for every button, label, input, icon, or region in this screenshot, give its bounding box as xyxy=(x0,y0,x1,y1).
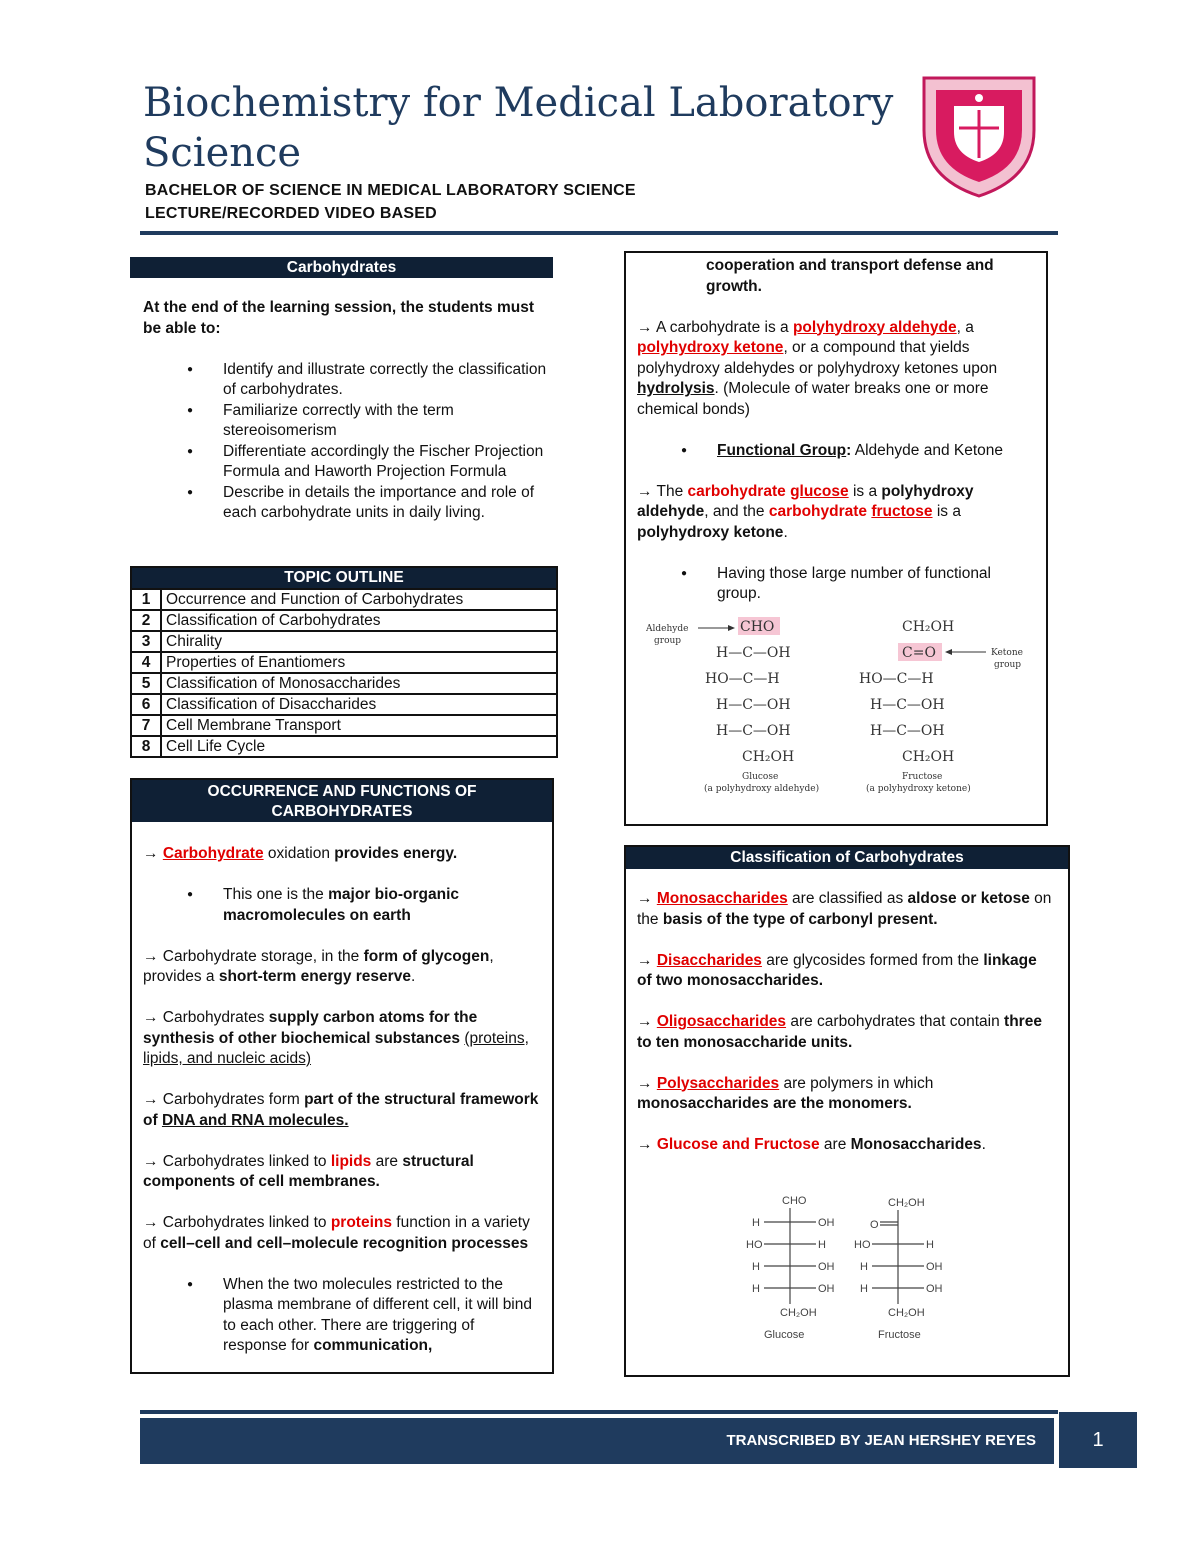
text-bold: provides energy. xyxy=(334,845,458,862)
proteins-paragraph xyxy=(143,1213,540,1254)
fructose-caption: Fructose xyxy=(878,1329,921,1341)
fructose-carbon: H—C—OH xyxy=(870,697,945,713)
topic-outline-heading: TOPIC OUTLINE xyxy=(131,567,557,589)
objective-item: ● Familiarize correctly with the term stereoisomerism xyxy=(143,401,553,442)
oh-group: OH xyxy=(818,1261,835,1273)
objective-item: ● Differentiate accordingly the Fischer Projection Formula and Haworth Projection Formula xyxy=(143,442,553,483)
topic-number: 7 xyxy=(131,715,161,736)
glucose-fructose-structure-diagram xyxy=(646,615,1036,805)
carbonyl-group: C=O xyxy=(902,645,936,661)
table-row xyxy=(131,631,557,652)
term-polyhydroxy-ketone: polyhydroxy ketone xyxy=(637,339,784,356)
arrow-icon: → xyxy=(637,318,653,336)
text-bold: part of the structural framework of xyxy=(143,1091,539,1129)
classification-heading: Classification of Carbohydrates xyxy=(626,847,1068,869)
h-atom: H xyxy=(860,1261,868,1273)
oh-group: OH xyxy=(926,1261,943,1273)
ketone-group-label: Ketone xyxy=(991,648,1023,658)
glucose-caption: Glucose xyxy=(764,1329,805,1341)
carbon-paragraph xyxy=(143,1008,540,1070)
text-bold: structural components of cell membranes. xyxy=(143,1152,474,1190)
text-bold: polyhydroxy aldehyde xyxy=(637,482,974,520)
term-disaccharides: Disaccharides xyxy=(656,951,762,969)
aldehyde-group-label: group xyxy=(654,636,682,646)
text-bold: short-term energy reserve xyxy=(218,968,411,985)
o-atom: O xyxy=(870,1219,879,1231)
title-line-1: Biochemistry for Medical Laboratory xyxy=(143,80,894,126)
text-bold: : xyxy=(846,441,852,459)
ho-group: HO xyxy=(854,1239,871,1251)
table-row xyxy=(131,589,557,610)
table-row xyxy=(131,736,557,757)
table-row xyxy=(131,694,557,715)
continued-text xyxy=(637,256,1034,297)
arrow-icon: → xyxy=(637,951,653,969)
arrow-icon: → xyxy=(637,1013,653,1030)
definition-content xyxy=(626,253,1046,605)
term-proteins: proteins xyxy=(330,1214,392,1231)
term-polysaccharides: Polysaccharides xyxy=(656,1074,780,1092)
term-monosaccharides: Monosaccharides xyxy=(656,890,788,907)
topic-title: Occurrence and Function of Carbohydrates xyxy=(161,589,557,610)
ch2oh-group: CH₂OH xyxy=(742,749,795,765)
topic-number: 5 xyxy=(131,673,161,694)
classification-content xyxy=(626,869,1068,1156)
occurrence-heading-line: CARBOHYDRATES xyxy=(271,803,413,820)
occurrence-content xyxy=(132,822,552,1357)
term-polyhydroxy-aldehyde: polyhydroxy aldehyde xyxy=(792,318,957,336)
aldehyde-group-label: Aldehyde xyxy=(646,624,689,634)
text-bold: cell–cell and cell–molecule recognition processes xyxy=(160,1234,529,1252)
term-carbohydrate: Carbohydrate xyxy=(162,845,264,862)
table-row xyxy=(131,610,557,631)
title-line-2: Science xyxy=(143,130,302,176)
text: are polymers in which xyxy=(779,1074,934,1092)
text-bold: polyhydroxy ketone xyxy=(637,523,784,541)
arrow-icon: → xyxy=(143,845,159,862)
term-oligosaccharides: Oligosaccharides xyxy=(656,1013,787,1030)
list-item xyxy=(637,441,1034,462)
arrow-icon: → xyxy=(637,1136,653,1153)
text: on the xyxy=(637,890,1052,928)
arrow-icon: → xyxy=(143,1152,159,1170)
ch2oh-group: CH₂OH xyxy=(780,1307,817,1319)
term-hydrolysis: hydrolysis xyxy=(637,380,715,397)
glucose-carbon: H—C—OH xyxy=(716,697,791,713)
text: Aldehyde and Ketone xyxy=(851,441,1004,459)
text: are xyxy=(819,1136,851,1153)
text-bold: major bio-organic macromolecules on earth xyxy=(223,886,460,924)
table-row xyxy=(131,652,557,673)
occurrence-heading xyxy=(132,780,552,822)
glucose-fructose-paragraph xyxy=(637,482,1034,544)
energy-paragraph xyxy=(143,844,540,865)
text: Carbohydrates linked to xyxy=(158,1214,331,1231)
fructose-caption: (a polyhydroxy ketone) xyxy=(866,784,971,794)
text-bold: aldose or xyxy=(907,890,977,907)
text: . xyxy=(410,968,416,985)
term-carbohydrate: carbohydrate xyxy=(768,503,872,520)
cho-group: CHO xyxy=(782,1195,807,1207)
text: . xyxy=(981,1136,986,1153)
text: is a xyxy=(932,503,961,520)
h-atom: H xyxy=(860,1283,868,1295)
occurrence-heading-line: OCCURRENCE AND FUNCTIONS OF xyxy=(207,783,477,800)
text: are glycosides formed from the xyxy=(761,951,984,969)
objective-item: ● Identify and illustrate correctly the classification of carbohydrates. xyxy=(143,360,553,401)
oh-group: OH xyxy=(818,1283,835,1295)
list-item xyxy=(143,885,540,926)
term-fructose: fructose xyxy=(871,503,933,520)
ch2oh-group: CH₂OH xyxy=(888,1307,925,1319)
table-row xyxy=(131,715,557,736)
text-bold: Monosaccharides xyxy=(850,1136,982,1153)
text-bold: supply carbon atoms for the synthesis of other biochemical substances xyxy=(143,1009,478,1047)
glucose-caption: (a polyhydroxy aldehyde) xyxy=(704,784,820,794)
text-underlined: (proteins, lipids, and nucleic acids) xyxy=(143,1029,529,1067)
topic-number: 3 xyxy=(131,631,161,652)
topic-number: 6 xyxy=(131,694,161,715)
topic-number: 4 xyxy=(131,652,161,673)
topic-title: Cell Membrane Transport xyxy=(161,715,557,736)
fischer-projection-diagram xyxy=(746,1192,966,1342)
h-atom: H xyxy=(752,1217,760,1229)
header-divider xyxy=(140,231,1058,235)
fructose-carbon: HO—C—H xyxy=(859,671,934,687)
arrow-icon: → xyxy=(143,1091,159,1108)
polysaccharides-paragraph xyxy=(637,1074,1054,1115)
ch2oh-group: CH₂OH xyxy=(902,619,955,635)
arrow-icon: → xyxy=(143,947,159,965)
disaccharides-paragraph xyxy=(637,951,1054,992)
arrow-icon: → xyxy=(143,1214,159,1231)
text-bold: monosaccharides are the monomers. xyxy=(637,1095,912,1112)
text: , or a compound that yields polyhydroxy aldehydes or polyhydroxy ketones upon xyxy=(637,339,998,377)
ho-group: HO xyxy=(746,1239,763,1251)
text: Carbohydrate storage, in the xyxy=(158,947,364,965)
occurrence-functions-box xyxy=(130,778,554,1374)
term-lipids: lipids xyxy=(330,1152,372,1170)
text-bold: cooperation and transport defense and growth. xyxy=(706,257,994,295)
ch2oh-group: CH₂OH xyxy=(902,749,955,765)
definition-paragraph xyxy=(637,318,1034,421)
h-atom: H xyxy=(752,1261,760,1273)
text: Carbohydrates linked to xyxy=(158,1152,331,1170)
page-number: 1 xyxy=(1059,1412,1137,1468)
arrow-icon: → xyxy=(637,890,653,907)
lipids-paragraph xyxy=(143,1152,540,1193)
text: function in a variety of xyxy=(143,1214,530,1252)
arrow-icon: → xyxy=(143,1009,159,1026)
topic-title: Properties of Enantiomers xyxy=(161,652,557,673)
text-bold: three to ten monosaccharide units. xyxy=(637,1013,1042,1051)
topic-title: Cell Life Cycle xyxy=(161,736,557,757)
topic-title: Classification of Disaccharides xyxy=(161,694,557,715)
term-carbohydrate: carbohydrate xyxy=(687,482,791,500)
cho-group: CHO xyxy=(740,619,775,635)
topic-number: 1 xyxy=(131,589,161,610)
text-bold: basis of the type of carbonyl present. xyxy=(662,910,938,928)
objectives-section xyxy=(143,298,553,524)
h-atom: H xyxy=(752,1283,760,1295)
delivery-mode: LECTURE/RECORDED VIDEO BASED xyxy=(145,205,437,222)
text: This one is the xyxy=(223,886,329,903)
text: , a xyxy=(956,318,974,336)
topic-number: 2 xyxy=(131,610,161,631)
topic-number: 8 xyxy=(131,736,161,757)
table-row xyxy=(131,673,557,694)
footer-divider xyxy=(140,1410,1058,1414)
structural-paragraph xyxy=(143,1090,540,1131)
text: , provides a xyxy=(143,947,494,985)
footer-credit: TRANSCRIBED BY JEAN HERSHEY REYES xyxy=(140,1418,1054,1464)
oh-group: OH xyxy=(818,1217,835,1229)
list-item xyxy=(143,1275,540,1357)
text: are classified as xyxy=(787,890,908,907)
topic-title: Chirality xyxy=(161,631,557,652)
oh-group: OH xyxy=(926,1283,943,1295)
text: Carbohydrates xyxy=(158,1009,269,1026)
text: are carbohydrates that contain xyxy=(786,1013,1005,1030)
storage-paragraph xyxy=(143,947,540,988)
arrow-icon: → xyxy=(637,482,653,500)
text: Carbohydrates form xyxy=(158,1091,305,1108)
monosaccharides-paragraph xyxy=(637,889,1054,930)
objective-item: ● Describe in details the importance and role of each carbohydrate units in daily living. xyxy=(143,483,553,524)
text: When the two molecules restricted to the plasma membrane of different cell, it will bind to each other. There are triggering of response for xyxy=(223,1275,532,1354)
fructose-caption: Fructose xyxy=(902,772,943,782)
classification-box xyxy=(624,845,1070,1377)
h-atom: H xyxy=(818,1239,826,1251)
text: , and the xyxy=(704,503,769,520)
university-seal-logo xyxy=(914,70,1044,200)
program-name: BACHELOR OF SCIENCE IN MEDICAL LABORATORY SCIENCE xyxy=(145,182,636,199)
text-bold: form of glycogen xyxy=(363,947,490,965)
text-bold: communication, xyxy=(313,1337,433,1354)
functional-group-label: Functional Group xyxy=(717,441,847,459)
topic-title: Classification of Carbohydrates xyxy=(161,610,557,631)
topic-title: Classification of Monosaccharides xyxy=(161,673,557,694)
term-glucose: glucose xyxy=(790,482,849,500)
term-glucose-fructose: Glucose and Fructose xyxy=(656,1136,820,1153)
glucose-carbon: H—C—OH xyxy=(716,723,791,739)
text: is a xyxy=(848,482,882,500)
h-atom: H xyxy=(926,1239,934,1251)
text-bold: linkage of two monosaccharides. xyxy=(637,951,1037,989)
glucose-fructose-summary xyxy=(637,1135,1054,1156)
text: The xyxy=(652,482,688,500)
carbohydrate-definition-box xyxy=(624,251,1048,826)
text: oxidation xyxy=(263,845,335,862)
arrow-icon: → xyxy=(637,1074,653,1092)
glucose-carbon: HO—C—H xyxy=(705,671,780,687)
glucose-carbon: H—C—OH xyxy=(716,645,791,661)
text: . xyxy=(783,523,788,541)
carbohydrates-heading: Carbohydrates xyxy=(130,257,553,278)
ketone-group-label: group xyxy=(994,660,1022,670)
oligosaccharides-paragraph xyxy=(637,1012,1054,1053)
text-bold-underlined: DNA and RNA molecules. xyxy=(161,1111,349,1129)
glucose-caption: Glucose xyxy=(742,772,779,782)
ch2oh-group: CH₂OH xyxy=(888,1197,925,1209)
objectives-intro: At the end of the learning session, the students must be able to: xyxy=(143,299,534,337)
topic-outline-table xyxy=(130,566,558,758)
fructose-carbon: H—C—OH xyxy=(870,723,945,739)
text: A carbohydrate is a xyxy=(652,318,793,336)
text-bold: ketose xyxy=(980,890,1030,907)
text: are xyxy=(371,1152,403,1170)
document-title xyxy=(143,78,903,178)
text: . (Molecule of water breaks one or more chemical bonds) xyxy=(637,380,989,418)
list-item: ● Having those large number of functional group. xyxy=(637,564,1034,605)
